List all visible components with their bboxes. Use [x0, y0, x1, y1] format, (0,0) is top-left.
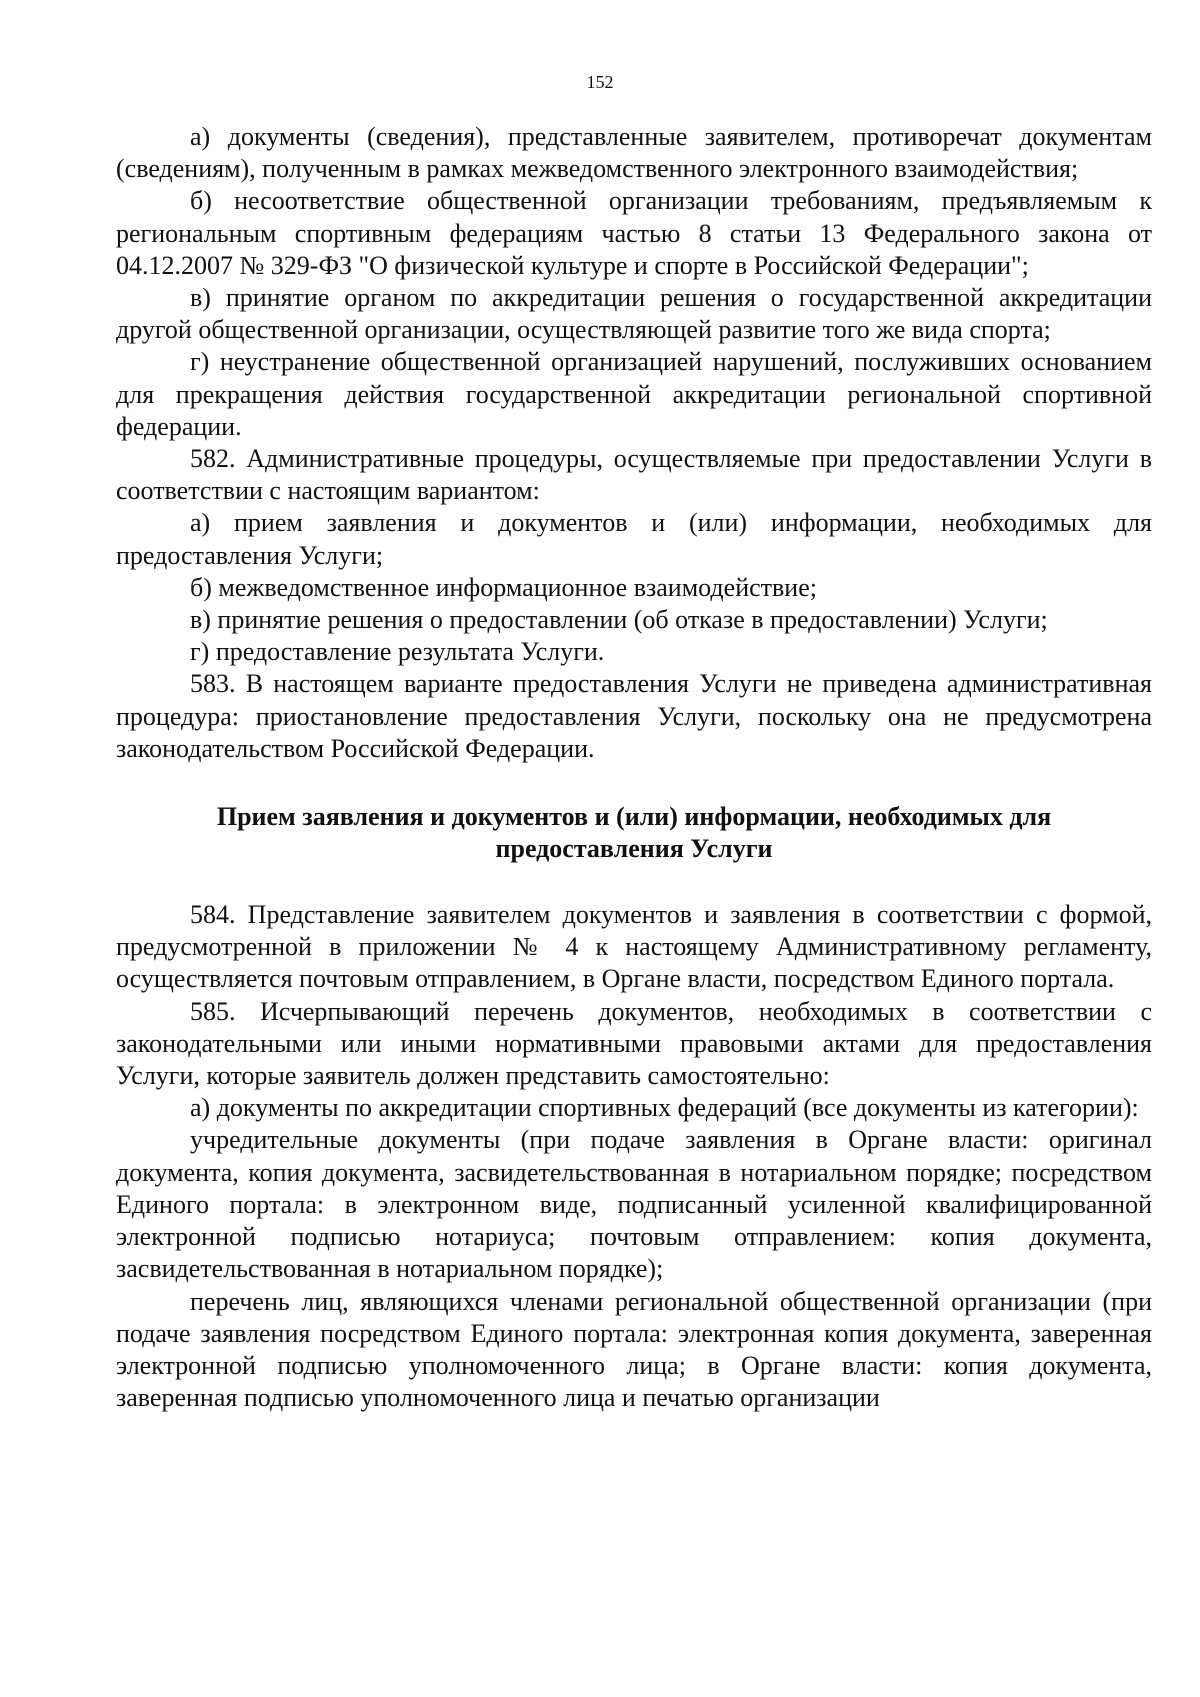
- paragraph-582-g: г) предоставление результата Услуги.: [190, 637, 605, 667]
- paragraph-ground-g: г) неустранение общественной организацией нарушений, послуживших основанием для прекращения действия государственной аккредитации региональной спортивной федерации.: [116, 347, 1152, 441]
- paragraph-founding-documents: учредительные документы (при подаче заявления в Органе власти: оригинал документа, копия документа, засвидетельствованная в нотариальном порядке; посредством Единого портала: в электронном виде, подписанный усиленной квалифицированной электронной подписью нотариуса; почтовым отправлением: копия документа, засвидетельствованная в нотариальном порядке);: [116, 1125, 1152, 1284]
- paragraph-ground-v: в) принятие органом по аккредитации решения о государственной аккредитации другой общественной организации, осуществляющей развитие того же вида спорта;: [116, 283, 1152, 345]
- paragraph-582: 582. Административные процедуры, осуществляемые при предоставлении Услуги в соответствии с настоящим вариантом:: [116, 444, 1152, 506]
- paragraph-members-list: перечень лиц, являющихся членами региональной общественной организации (при подаче заявления посредством Единого портала: электронная копия документа, заверенная электронной подписью уполномоченного лица; в Органе власти: копия документа, заверенная подписью уполномоченного лица и печатью организации: [116, 1286, 1152, 1413]
- paragraph-582-b: б) межведомственное информационное взаимодействие;: [190, 572, 817, 602]
- section-heading: Прием заявления и документов и (или) информации, необходимых для предоставления Услуги: [216, 802, 1052, 864]
- paragraph-ground-a: а) документы (сведения), представленные заявителем, противоречат документам (сведениям), полученным в рамках межведомственного электронного взаимодействия;: [116, 122, 1152, 184]
- paragraph-585-a: а) документы по аккредитации спортивных федераций (все документы из категории):: [190, 1093, 1139, 1123]
- page-number: 152: [586, 72, 614, 92]
- paragraph-585: 585. Исчерпывающий перечень документов, необходимых в соответствии с законодательными или иными нормативными правовыми актами для предоставления Услуги, которые заявитель должен представить самостоятельно:: [116, 996, 1152, 1091]
- paragraph-582-a: а) прием заявления и документов и (или) информации, необходимых для предоставления Услуги;: [116, 508, 1152, 570]
- paragraph-582-v: в) принятие решения о предоставлении (об отказе в предоставлении) Услуги;: [190, 605, 1048, 635]
- document-body: [116, 121, 1152, 1414]
- paragraph-583: 583. В настоящем варианте предоставления Услуги не приведена административная процедура: приостановление предоставления Услуги, поскольку она не предусмотрена законодательством Российской Федерации.: [116, 669, 1152, 763]
- paragraph-584: 584. Представление заявителем документов и заявления в соответствии с формой, предусмотренной в приложении № 4 к настоящему Административному регламенту, осуществляется почтовым отправлением, в Органе власти, посредством Единого портала.: [116, 900, 1152, 994]
- paragraph-ground-b: б) несоответствие общественной организации требованиям, предъявляемым к региональным спортивным федерациям частью 8 статьи 13 Федерального закона от 04.12.2007 № 329-ФЗ "О физической культуре и спорте в Российской Федерации";: [116, 186, 1152, 280]
